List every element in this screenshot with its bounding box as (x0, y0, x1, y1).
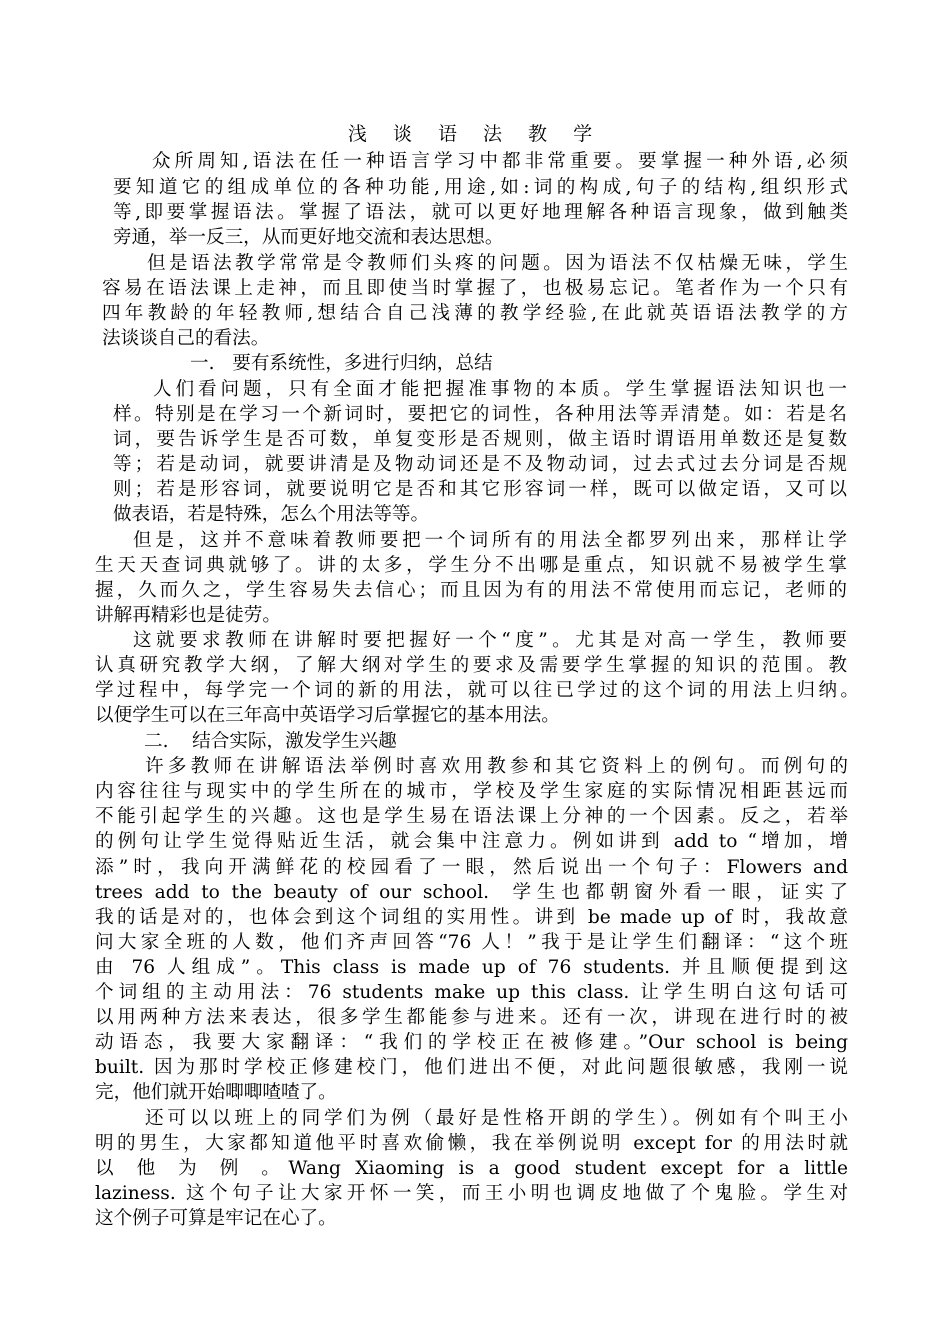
text-line: 容易在语法课上走神，而且即使当时掌握了，也极易忘记。笔者作为一个只有 (102, 278, 848, 299)
text-line: 这个例子可算是牢记在心了。 (95, 1208, 337, 1229)
text-line: 不能引起学生的兴趣。这也是学生易在语法课上分神的一个因素。反之，若举 (95, 806, 848, 827)
text-line: 还可以以班上的同学们为例（最好是性格开朗的学生）。例如有个叫王小 (145, 1108, 848, 1129)
text-line: 众所周知,语法在任一种语言学习中都非常重要。要掌握一种外语,必须 (152, 151, 848, 172)
text-line: trees add to the beauty of our school. 学生也都朝窗外看一眼，证实了 (95, 882, 848, 903)
text-line: built. 因为那时学校正修建校门，他们进出不便，对此问题很敏感，我刚一说 (95, 1057, 848, 1078)
text-line: 讲解再精彩也是徒劳。 (95, 605, 281, 626)
text-line: 词，要告诉学生是否可数，单复变形是否规则，做主语时谓语用单数还是复数 (113, 429, 847, 450)
section-heading: 一. 要有系统性，多进行归纳，总结 (190, 353, 493, 374)
text-line: 等；若是动词，就要讲清是及物动词还是不及物动词，过去式过去分词是否规 (113, 454, 847, 475)
text-line: 学过程中，每学完一个词的新的用法，就可以往已学过的这个词的用法上归纳。 (95, 680, 859, 701)
text-line: 内容往往与现实中的学生所在的城市，学校及学生家庭的实际情况相距甚远而 (95, 781, 848, 802)
text-line: 样。特别是在学习一个新词时，要把它的词性，各种用法等弄清楚。如：若是名 (113, 404, 847, 425)
text-line: 则；若是形容词，就要说明它是否和其它形容词一样，既可以做定语，又可以 (113, 479, 847, 500)
text-line: 生天天查词典就够了。讲的太多，学生分不出哪是重点，知识就不易被学生掌 (95, 555, 847, 576)
text-line: 法谈谈自己的看法。 (102, 328, 270, 349)
text-line: 旁通，举一反三，从而更好地交流和表达思想。 (113, 227, 504, 248)
text-line: 但是语法教学常常是令教师们头疼的问题。因为语法不仅枯燥无味，学生 (147, 253, 848, 274)
text-line: 由 76 人组成”。This class is made up of 76 students. 并且顺便提到这 (95, 957, 848, 978)
section-heading: 二. 结合实际，激发学生兴趣 (144, 731, 397, 752)
document-title: 浅 谈 语 法 教 学 (347, 123, 603, 145)
text-line: 以便学生可以在三年高中英语学习后掌握它的基本用法。 (95, 705, 560, 726)
text-line: 我的话是对的，也体会到这个词组的实用性。讲到 be made up of 时，我故意 (95, 907, 848, 928)
text-line: 个词组的主动用法：76 students make up this class. 让学生明白这句话可 (95, 982, 848, 1003)
text-line: 要知道它的组成单位的各种功能,用途,如:词的构成,句子的结构,组织形式 (113, 177, 848, 198)
text-line: 以用两种方法来表达，很多学生都能参与进来。还有一次，讲现在进行时的被 (95, 1007, 848, 1028)
text-line: 动语态，我要大家翻译：“我们的学校正在被修建。”Our school is being (95, 1032, 848, 1053)
text-line: 问大家全班的人数，他们齐声回答“76 人！”我于是让学生们翻译：“这个班 (95, 932, 848, 953)
text-line: 以 他 为 例 。Wang Xiaoming is a good student except for a little (95, 1158, 848, 1179)
text-line: 许多教师在讲解语法举例时喜欢用教参和其它资料上的例句。而例句的 (145, 756, 848, 777)
text-line: 添”时，我向开满鲜花的校园看了一眼，然后说出一个句子：Flowers and (95, 857, 848, 878)
text-line: 但是，这并不意味着教师要把一个词所有的用法全都罗列出来，那样让学 (133, 530, 847, 551)
text-line: 四年教龄的年轻教师,想结合自己浅薄的教学经验,在此就英语语法教学的方 (102, 303, 848, 324)
text-line: 做表语，若是特殊，怎么个用法等等。 (113, 504, 430, 525)
text-line: 这就要求教师在讲解时要把握好一个“度”。尤其是对高一学生，教师要 (133, 630, 847, 651)
text-line: laziness. 这个句子让大家开怀一笑，而王小明也调皮地做了个鬼脸。学生对 (95, 1183, 848, 1204)
text-line: 等,即要掌握语法。掌握了语法，就可以更好地理解各种语言现象，做到触类 (113, 202, 848, 223)
text-line: 完，他们就开始唧唧喳喳了。 (95, 1082, 337, 1103)
text-line: 握，久而久之，学生容易失去信心；而且因为有的用法不常使用而忘记，老师的 (95, 580, 847, 601)
text-line: 明的男生，大家都知道他平时喜欢偷懒，我在举例说明 except for 的用法时就 (95, 1133, 848, 1154)
text-line: 人们看问题，只有全面才能把握准事物的本质。学生掌握语法知识也一 (153, 379, 847, 400)
text-line: 的例句让学生觉得贴近生活，就会集中注意力。例如讲到 add to “增加，增 (95, 831, 848, 852)
text-line: 认真研究教学大纲，了解大纲对学生的要求及需要学生掌握的知识的范围。教 (95, 655, 847, 676)
